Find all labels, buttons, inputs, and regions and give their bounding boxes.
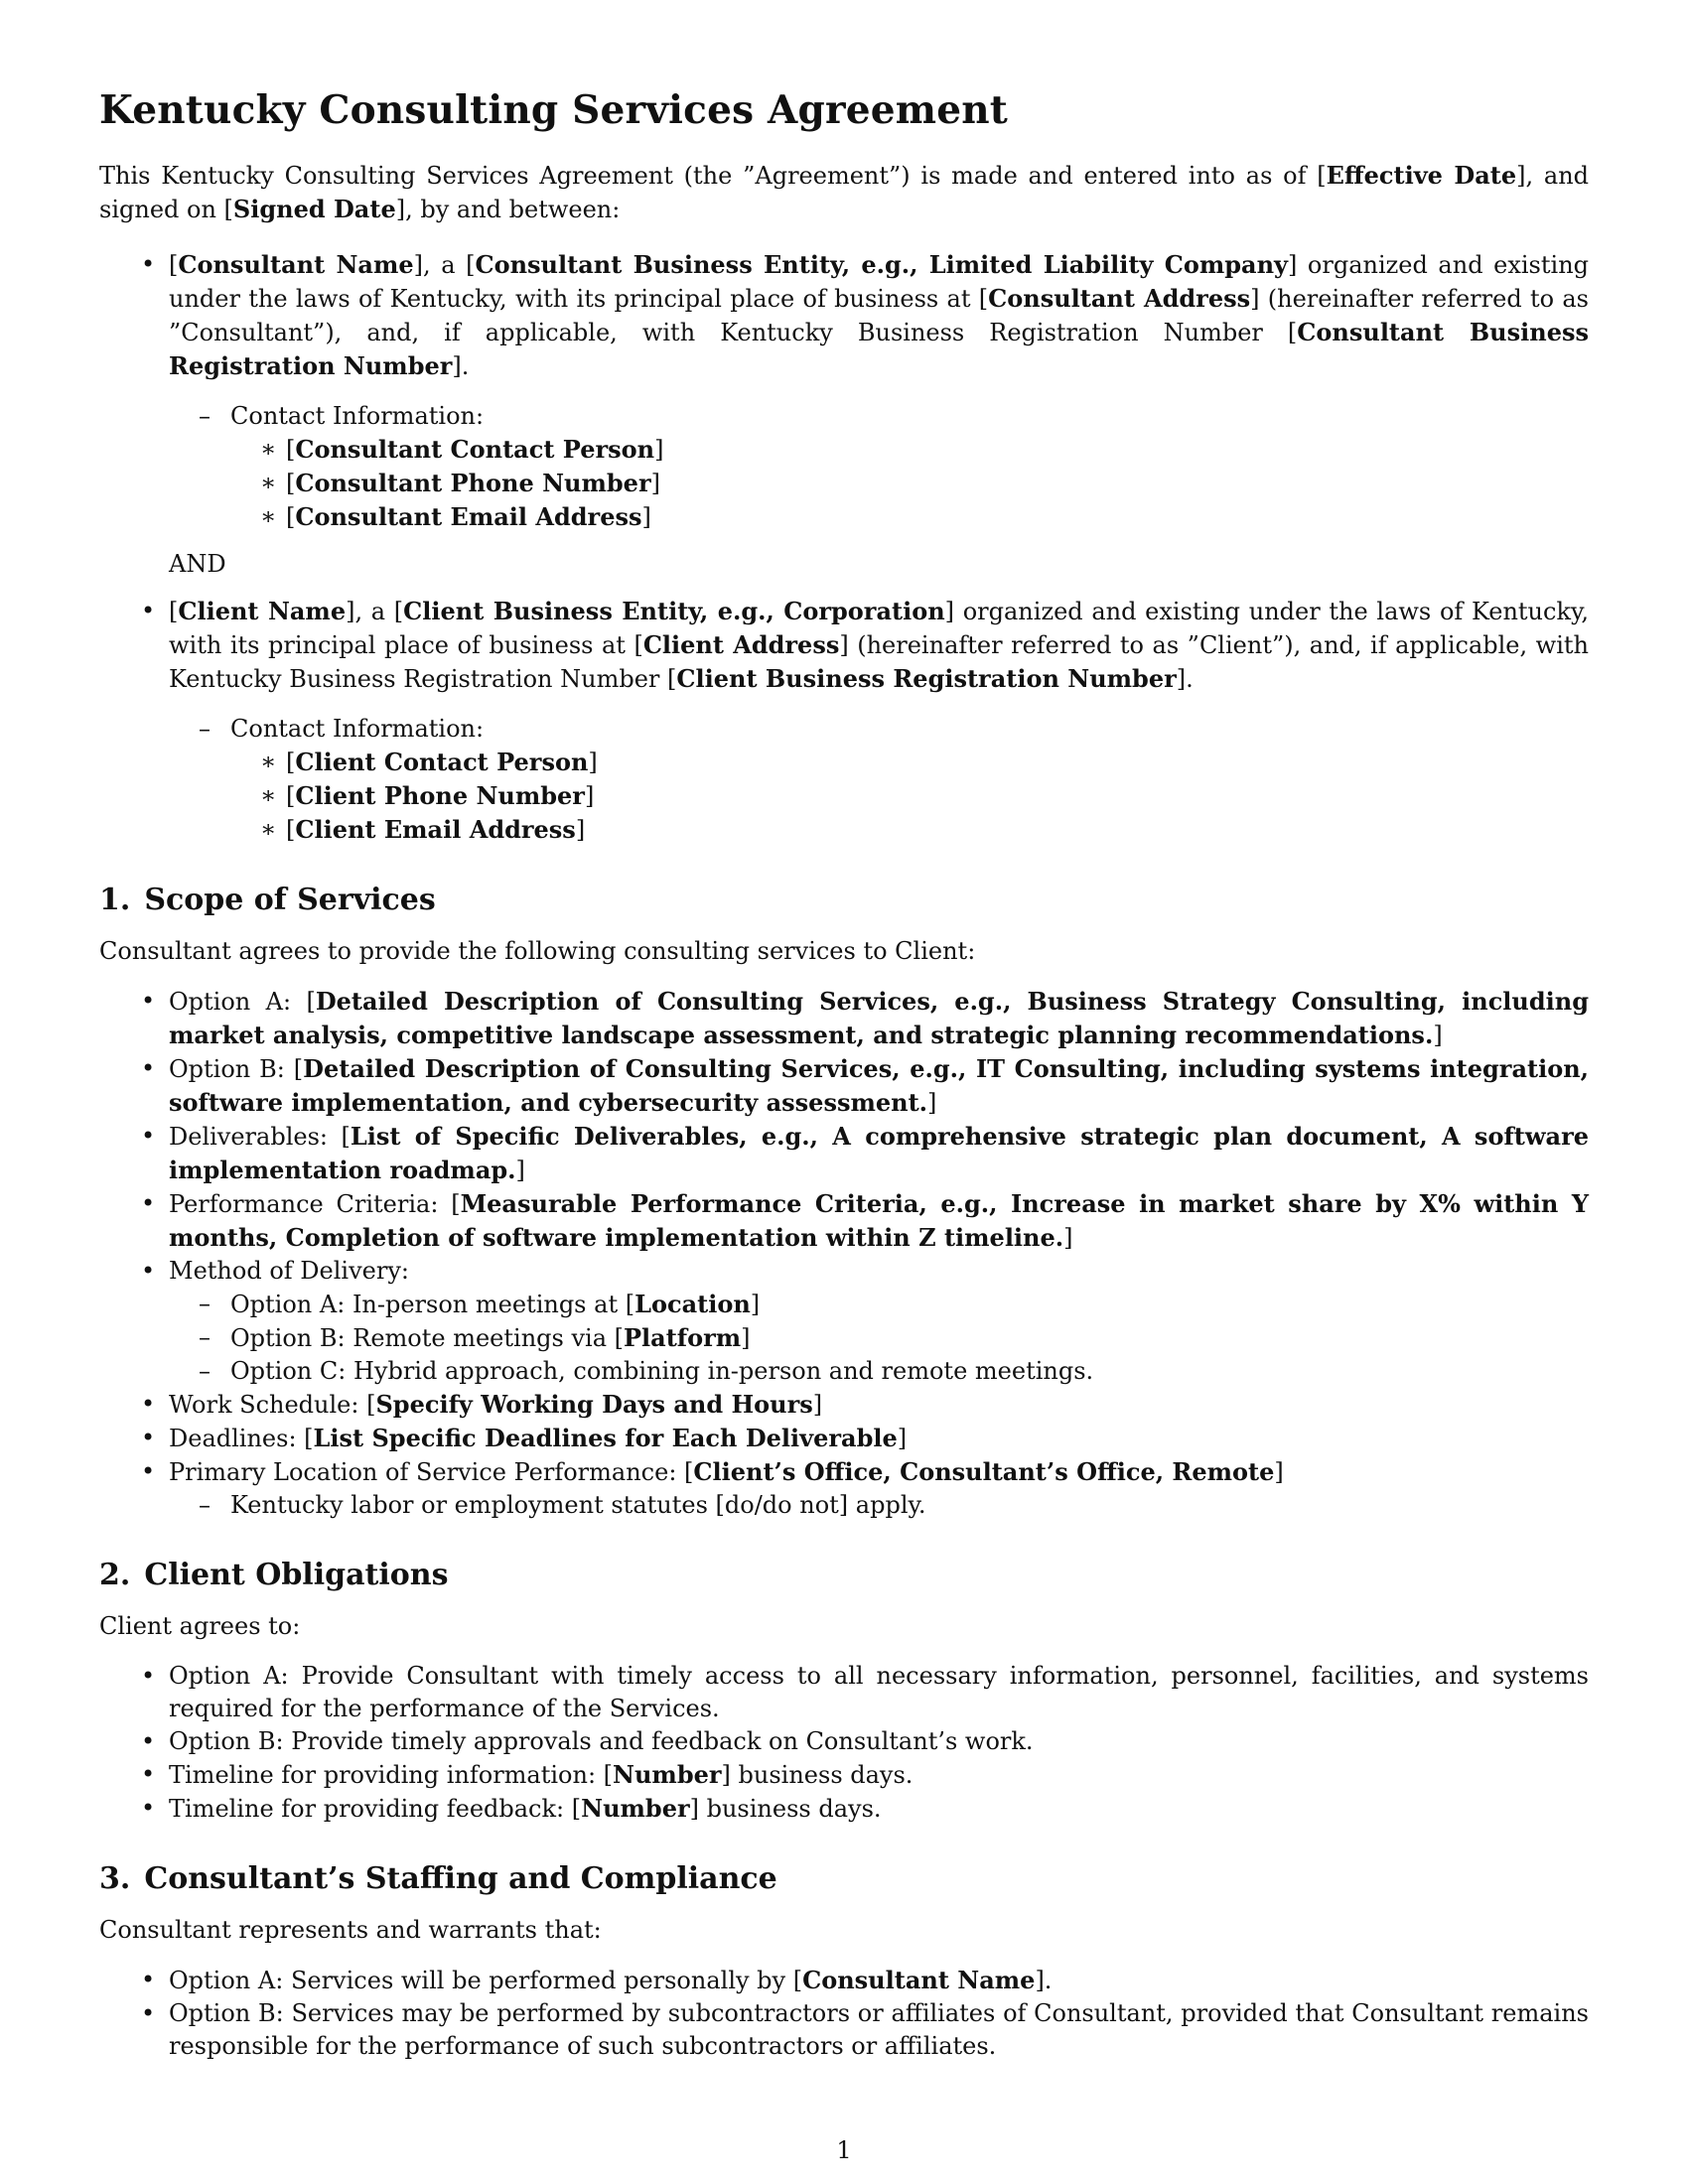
text: ] business days. [721,1761,914,1789]
section-number: 1. [99,883,131,917]
client-entity-field: Client Business Entity, e.g., Corporation [403,597,945,625]
list-item: • Option A: Provide Consultant with timely access to all necessary information, personnel, facilities, and systems required for the performance of the Services. [99,1660,1589,1725]
section-heading-client-obligations [99,1558,1589,1592]
list-item [99,1120,1589,1187]
list-item: ∗ [Client Contact Person] [230,746,1589,779]
section-lead: Consultant represents and warrants that: [99,1916,602,1944]
document-page [99,87,1589,2063]
client-name-field: Client Name [178,597,347,625]
consultant-contact-person-field: Consultant Contact Person [295,435,655,464]
staffing-list [99,1964,1589,2063]
text: ] organized and existing under the laws of Kentucky, with its principal place of business at [ [169,251,1590,313]
placeholder-field: List Specific Deadlines for Each Deliverable [313,1424,898,1452]
text: ] organized and existing under the laws of Kentucky, with its principal place of business at [ [169,598,1590,659]
placeholder-field: Location [634,1290,751,1318]
text: Deliverables: [ [169,1123,351,1151]
intro-text: ], and signed on [ [99,162,1590,223]
consultant-party [99,248,1589,534]
list-item: – Kentucky labor or employment statutes [do/do not] apply. [169,1489,1589,1522]
text: Option A: [ [169,988,316,1016]
section-title: Scope of Services [144,883,436,917]
placeholder-field: Detailed Description of Consulting Services, e.g., IT Consulting, including systems integration, software implementation, and cybersecurity assessment. [169,1054,1590,1117]
signed-date-field: Signed Date [232,195,396,223]
placeholder-field: Detailed Description of Consulting Services, e.g., Business Strategy Consulting, including market analysis, competitive landscape assessment, and strategic planning recommendations. [169,987,1590,1049]
text: ] [927,1089,937,1117]
placeholder-field: List of Specific Deliverables, e.g., A comprehensive strategic plan document, A software implementation roadmap. [169,1122,1589,1184]
text: Performance Criteria: [ [169,1190,461,1218]
text: Timeline for providing feedback: [ [169,1795,582,1823]
list-item [169,1321,1589,1355]
consultant-contacts [230,433,1589,534]
list-item: ∗ [Consultant Phone Number] [230,467,1589,500]
client-contact-person-field: Client Contact Person [295,748,589,776]
effective-date-field: Effective Date [1326,161,1517,190]
consultant-contact-list [169,400,1589,534]
client-registration-field: Client Business Registration Number [676,664,1177,693]
text: ] [812,1391,823,1419]
list-item [99,985,1589,1052]
section-lead: Consultant agrees to provide the following consulting services to Client: [99,937,976,965]
text: Deadlines: [ [169,1425,314,1452]
text: Method of Delivery: [169,1257,409,1285]
page-title: Kentucky Consulting Services Agreement [99,87,1008,133]
client-email-field: Client Email Address [295,815,576,844]
placeholder-field: Measurable Performance Criteria, e.g., Increase in market share by X% within Y months, Completion of software implementation within Z timeline. [169,1189,1589,1252]
list-item [99,1052,1589,1120]
placeholder-field: Number [581,1794,690,1823]
placeholder-field: Consultant Name [802,1966,1036,1994]
list-item: • Option B: Provide timely approvals and feedback on Consultant’s work. [99,1725,1589,1758]
text: [ [169,251,179,279]
placeholder-field: Specify Working Days and Hours [375,1390,813,1419]
text: ] (hereinafter referred to as ”Consultant”), and, if applicable, with Kentucky Business Registration Number [ [169,285,1589,346]
list-item: – Option C: Hybrid approach, combining in-person and remote meetings. [169,1355,1589,1388]
list-item [99,1388,1589,1422]
text: ], a [ [413,251,476,279]
intro-text: This Kentucky Consulting Services Agreement (the ”Agreement”) is made and entered into as of [ [99,162,1327,190]
list-item: ∗ [Consultant Contact Person] [230,433,1589,467]
text: Work Schedule: [ [169,1391,376,1419]
list-item [99,1758,1589,1792]
page-number: 1 [836,2136,852,2164]
text: Option A: Services will be performed personally by [ [169,1967,803,1994]
text: ]. [1035,1967,1053,1994]
list-item: ∗ [Client Email Address] [230,813,1589,847]
text: [ [169,598,179,625]
client-party [99,595,1589,847]
text: Timeline for providing information: [ [169,1761,614,1789]
consultant-email-field: Consultant Email Address [295,502,642,531]
list-item: ∗ [Client Phone Number] [230,779,1589,813]
contact-label: Contact Information: [230,402,485,430]
client-contacts [230,746,1589,847]
list-item [99,1964,1589,1997]
section-title: Consultant’s Staffing and Compliance [144,1861,777,1896]
list-item: ∗ [Consultant Email Address] [230,500,1589,534]
client-obligations-list [99,1660,1589,1826]
consultant-name-field: Consultant Name [178,250,414,279]
text: Option B: Remote meetings via [ [230,1324,624,1352]
consultant-registration-field: Consultant Business Registration Number [169,318,1589,380]
text: ], a [ [346,598,404,625]
client-address-field: Client Address [642,630,840,659]
consultant-address-field: Consultant Address [988,284,1251,313]
text: ] [1274,1458,1284,1486]
scope-list [99,985,1589,1522]
text: Primary Location of Service Performance: [ [169,1458,694,1486]
consultant-phone-field: Consultant Phone Number [295,469,651,497]
client-phone-field: Client Phone Number [295,781,585,810]
intro-paragraph [99,159,1589,226]
and-separator: AND [169,550,226,578]
text: ] [741,1324,751,1352]
text: Option B: [ [169,1055,304,1083]
text: ]. [1176,665,1194,693]
text: ] [1063,1224,1073,1252]
text: ] (hereinafter referred to as ”Client”), and, if applicable, with Kentucky Business Registration Number [ [169,631,1589,693]
client-contact-list [169,713,1589,847]
list-item [99,1455,1589,1522]
text: ] [1433,1022,1443,1049]
section-heading-scope [99,883,1589,917]
text: ] business days. [689,1795,882,1823]
contact-information-item [169,400,1589,534]
section-title: Client Obligations [144,1558,449,1592]
list-item [99,1255,1589,1388]
list-item [99,1792,1589,1826]
section-number: 2. [99,1558,131,1592]
section-number: 3. [99,1861,131,1896]
placeholder-field: Client’s Office, Consultant’s Office, Remote [693,1457,1275,1486]
intro-text: ], by and between: [395,196,621,223]
placeholder-field: Platform [624,1323,742,1352]
text: Option A: In-person meetings at [ [230,1291,635,1318]
text: ] [515,1157,525,1184]
list-item: • Option B: Services may be performed by subcontractors or affiliates of Consultant, provided that Consultant remains responsible for the performance of such subcontractors or affiliates. [99,1997,1589,2063]
text: ] [750,1291,761,1318]
contact-information-item [169,713,1589,847]
list-item [169,1288,1589,1321]
list-item [99,1187,1589,1255]
location-sub-list [169,1489,1589,1522]
text: ]. [452,352,470,380]
contact-label: Contact Information: [230,715,485,743]
section-lead: Client agrees to: [99,1612,301,1640]
parties-list [99,595,1589,847]
text: ] [897,1425,908,1452]
consultant-entity-field: Consultant Business Entity, e.g., Limited Liability Company [475,250,1288,279]
section-heading-staffing [99,1861,1589,1896]
delivery-method-list [169,1288,1589,1388]
list-item [99,1422,1589,1455]
placeholder-field: Number [613,1760,722,1789]
parties-list [99,248,1589,534]
